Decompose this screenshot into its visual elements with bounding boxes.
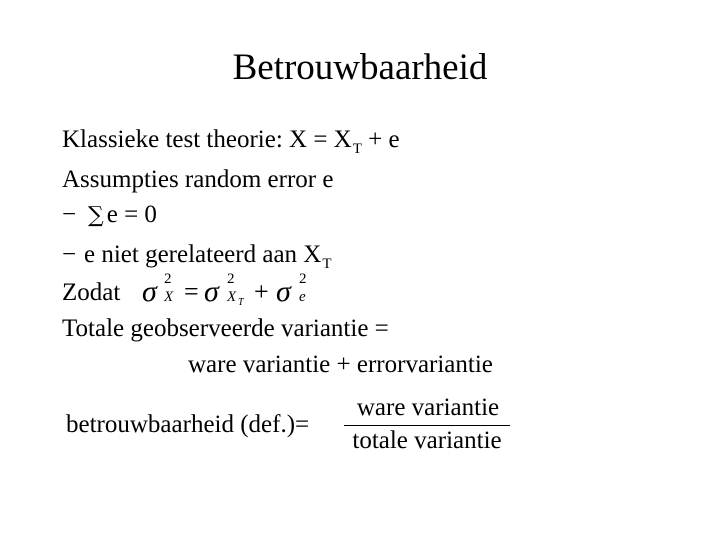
line-assumptions: [62, 164, 333, 196]
fraction-numerator: ware variantie: [356, 394, 500, 421]
subscript-t: T: [352, 141, 362, 157]
variance-formula: [140, 272, 330, 312]
subscript-t: T: [238, 297, 244, 308]
slide-title: Betrouwbaarheid: [232, 47, 488, 88]
equals-sign: =: [184, 277, 199, 306]
sigma-symbol: σ: [276, 275, 291, 308]
definition-lhs: betrouwbaarheid (def.)=: [66, 411, 310, 438]
line-true-plus-error: [188, 349, 493, 381]
line-text: Zodat: [62, 279, 121, 306]
line-text: e niet gerelateerd aan X: [84, 241, 322, 268]
line-sum-zero: [62, 199, 157, 232]
subscript-x: X: [164, 289, 174, 305]
fraction-bar: [344, 425, 510, 426]
sigma-symbol: σ: [204, 275, 219, 308]
line-tail: + e: [361, 126, 400, 153]
summation-symbol: ∑: [88, 203, 104, 228]
line-text: Klassieke test theorie: X = X: [62, 126, 352, 153]
sigma-symbol: σ: [142, 275, 157, 308]
fraction-denominator: totale variantie: [352, 427, 502, 454]
line-zodat: [62, 277, 120, 309]
line-classical-test-theory: [62, 124, 400, 159]
line-text: Totale geobserveerde variantie =: [62, 315, 389, 342]
line-text: ware variantie + errorvariantie: [188, 351, 493, 378]
superscript-2: 2: [227, 271, 235, 287]
line-total-variance: [62, 313, 389, 345]
subscript-e: e: [299, 289, 306, 305]
dash-bullet: −: [62, 201, 77, 228]
superscript-2: 2: [299, 271, 307, 287]
reliability-definition: [66, 394, 526, 458]
subscript-x: X: [227, 289, 237, 305]
line-text: Assumpties random error e: [62, 166, 334, 193]
line-text: e = 0: [106, 201, 157, 228]
dash-bullet: −: [62, 241, 77, 268]
subscript-t: T: [322, 256, 332, 272]
superscript-2: 2: [164, 271, 172, 287]
line-not-related: [62, 239, 332, 274]
plus-sign: +: [254, 277, 269, 306]
